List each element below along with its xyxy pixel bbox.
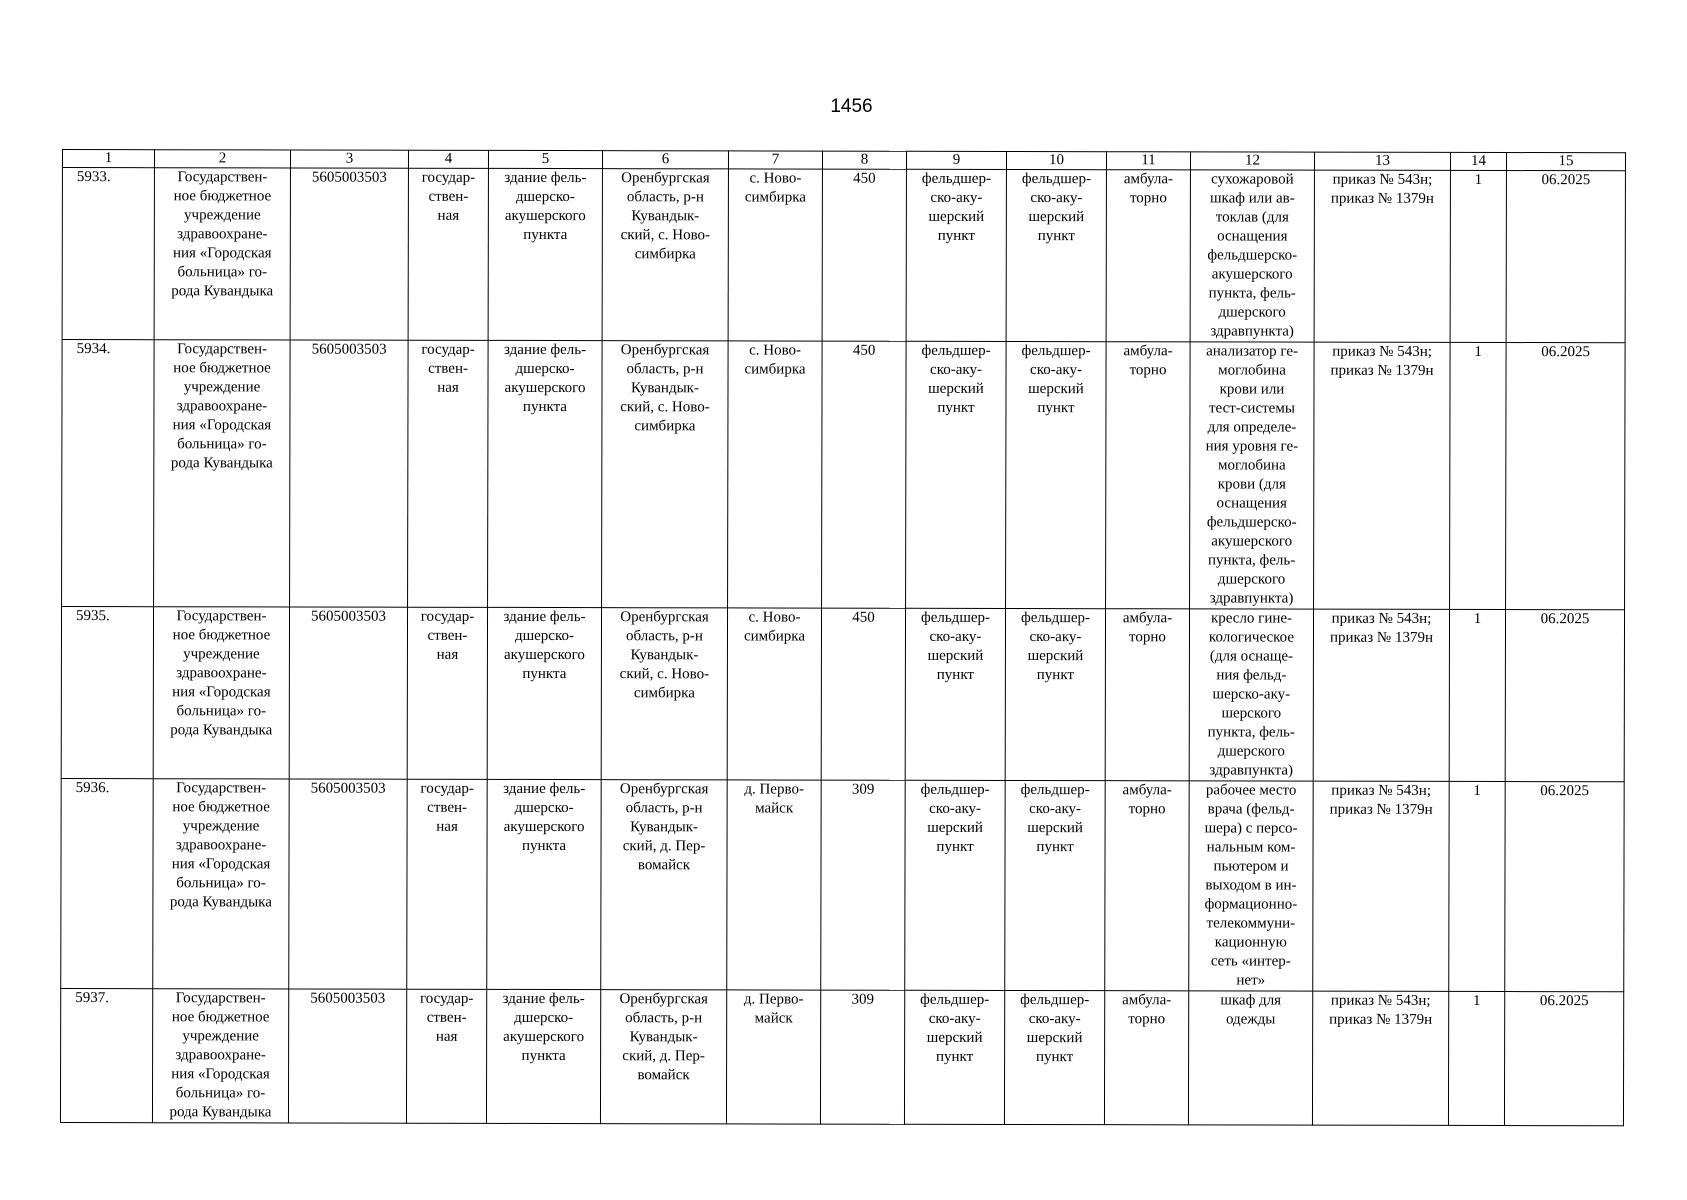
equipment-cell: анализатор ге- моглобина крови или тест-системы для определе- ния уровня ге- моглобина крови (для оснащения фельдшерско- акушерского пункта, фель- дшерского здравпункта): [1190, 342, 1315, 609]
address-cell: Оренбургская область, р-н Кувандык- ский, д. Пер- вомайск: [601, 780, 727, 990]
date-cell: 06.2025: [1506, 171, 1625, 343]
table-row: [62, 168, 1625, 343]
order-reference-cell: приказ № 543н; приказ № 1379н: [1314, 342, 1451, 609]
facility-type-cell: фельдшер- ско-аку- шерский пункт: [904, 990, 1004, 1124]
table-row: [62, 340, 1626, 610]
organization-cell: Государствен- ное бюджетное учреждение здравоохране- ния «Городская больница» го- рода Кувандыка: [154, 168, 290, 340]
address-cell: Оренбургская область, р-н Кувандык- ский, с. Ново- симбирка: [602, 341, 729, 608]
building-cell: здание фель- дшерско- акушерского пункта: [488, 340, 603, 607]
address-cell: Оренбургская область, р-н Кувандык- ский, д. Пер- вомайск: [600, 990, 726, 1124]
unit-type-cell: фельдшер- ско-аку- шерский пункт: [1005, 780, 1105, 990]
equipment-cell: кресло гине- кологическое (для оснаще- ния фельд- шерско-аку- шерского пункта, фель- дшерского здравпункта): [1189, 609, 1313, 781]
column-header: 8: [822, 151, 906, 169]
column-header: 14: [1450, 152, 1506, 170]
ownership-cell: государ- ствен- ная: [407, 779, 487, 989]
column-header: 9: [906, 151, 1006, 169]
row-number-cell: 5936.: [61, 778, 153, 988]
column-header: 5: [488, 150, 602, 168]
order-reference-cell: приказ № 543н; приказ № 1379н: [1314, 170, 1450, 342]
ownership-cell: государ- ствен- ная: [407, 607, 487, 779]
care-condition-cell: амбула- торно: [1105, 609, 1189, 781]
inn-cell: 5605003503: [288, 989, 406, 1123]
quantity-cell: 1: [1450, 170, 1506, 342]
population-cell: 450: [822, 169, 906, 341]
row-number-cell: 5937.: [60, 988, 152, 1122]
registry-table: [60, 149, 1626, 1126]
ownership-cell: государ- ствен- ная: [408, 340, 489, 607]
date-cell: 06.2025: [1504, 992, 1623, 1126]
care-condition-cell: амбула- торно: [1104, 991, 1188, 1125]
organization-cell: Государствен- ное бюджетное учреждение здравоохране- ния «Городская больница» го- рода Кувандыка: [152, 989, 288, 1123]
unit-type-cell: фельдшер- ско-аку- шерский пункт: [1005, 608, 1105, 780]
facility-type-cell: фельдшер- ско-аку- шерский пункт: [905, 608, 1005, 780]
column-header: 13: [1314, 152, 1450, 170]
inn-cell: 5605003503: [290, 168, 408, 340]
population-cell: 309: [820, 990, 904, 1124]
equipment-cell: рабочее место врача (фельд- шера) с персо- нальным ком- пьютером и выходом в ин- формационно- телекоммуни- кационную сеть «интер- нет»: [1189, 781, 1313, 991]
address-cell: Оренбургская область, р-н Кувандык- ский, с. Ново- симбирка: [602, 169, 728, 341]
settlement-cell: с. Ново- симбирка: [728, 169, 822, 341]
settlement-cell: д. Перво- майск: [727, 780, 821, 990]
equipment-cell: шкаф для одежды: [1188, 991, 1312, 1125]
date-cell: 06.2025: [1505, 782, 1624, 992]
unit-type-cell: фельдшер- ско-аку- шерский пункт: [1006, 169, 1106, 341]
table-row: [61, 778, 1624, 991]
organization-cell: Государствен- ное бюджетное учреждение здравоохране- ния «Городская больница» го- рода Кувандыка: [154, 340, 291, 607]
settlement-cell: с. Ново- симбирка: [728, 341, 823, 608]
facility-type-cell: фельдшер- ско-аку- шерский пункт: [905, 780, 1005, 990]
column-header: 1: [62, 150, 154, 168]
quantity-cell: 1: [1449, 781, 1505, 991]
column-header: 10: [1006, 151, 1106, 169]
row-number-cell: 5934.: [62, 340, 155, 607]
population-cell: 309: [821, 780, 905, 990]
column-header: 2: [154, 150, 290, 168]
order-reference-cell: приказ № 543н; приказ № 1379н: [1313, 781, 1449, 991]
column-header: 4: [408, 150, 488, 168]
organization-cell: Государствен- ное бюджетное учреждение здравоохране- ния «Городская больница» го- рода Кувандыка: [153, 779, 289, 989]
organization-cell: Государствен- ное бюджетное учреждение здравоохране- ния «Городская больница» го- рода Кувандыка: [153, 607, 289, 779]
population-cell: 450: [822, 341, 907, 608]
date-cell: 06.2025: [1506, 343, 1626, 610]
care-condition-cell: амбула- торно: [1106, 170, 1190, 342]
care-condition-cell: амбула- торно: [1105, 781, 1189, 991]
page-number: 1456: [830, 96, 873, 117]
ownership-cell: государ- ствен- ная: [406, 989, 486, 1123]
inn-cell: 5605003503: [289, 779, 407, 989]
order-reference-cell: приказ № 543н; приказ № 1379н: [1313, 609, 1449, 781]
unit-type-cell: фельдшер- ско-аку- шерский пункт: [1004, 990, 1104, 1124]
inn-cell: 5605003503: [289, 607, 407, 779]
column-header: 6: [602, 151, 728, 169]
column-header: 3: [290, 150, 408, 168]
table-row: [60, 988, 1623, 1125]
date-cell: 06.2025: [1505, 610, 1624, 782]
building-cell: здание фель- дшерско- акушерского пункта: [487, 607, 601, 779]
building-cell: здание фель- дшерско- акушерского пункта: [488, 168, 602, 340]
population-cell: 450: [821, 608, 905, 780]
settlement-cell: с. Ново- симбирка: [727, 608, 821, 780]
quantity-cell: 1: [1450, 342, 1507, 609]
column-header: 11: [1106, 152, 1190, 170]
quantity-cell: 1: [1449, 609, 1505, 781]
column-header: 12: [1190, 152, 1314, 170]
building-cell: здание фель- дшерско- акушерского пункта: [487, 779, 601, 989]
address-cell: Оренбургская область, р-н Кувандык- ский, с. Ново- симбирка: [601, 608, 727, 780]
care-condition-cell: амбула- торно: [1106, 342, 1191, 609]
facility-type-cell: фельдшер- ско-аку- шерский пункт: [906, 169, 1006, 341]
order-reference-cell: приказ № 543н; приказ № 1379н: [1312, 991, 1448, 1125]
equipment-cell: сухожаровой шкаф или ав- токлав (для оснащения фельдшерско- акушерского пункта, фель- дшерского здравпункта): [1190, 170, 1314, 342]
row-number-cell: 5935.: [61, 607, 153, 779]
facility-type-cell: фельдшер- ско-аку- шерский пункт: [906, 341, 1007, 608]
inn-cell: 5605003503: [290, 340, 409, 607]
ownership-cell: государ- ствен- ная: [408, 168, 488, 340]
building-cell: здание фель- дшерско- акушерского пункта: [486, 989, 600, 1123]
unit-type-cell: фельдшер- ско-аку- шерский пункт: [1006, 341, 1107, 608]
table-row: [61, 607, 1624, 782]
column-header: 7: [728, 151, 822, 169]
quantity-cell: 1: [1448, 991, 1504, 1125]
row-number-cell: 5933.: [62, 168, 154, 340]
settlement-cell: д. Перво- майск: [726, 990, 820, 1124]
column-header: 15: [1506, 153, 1625, 171]
